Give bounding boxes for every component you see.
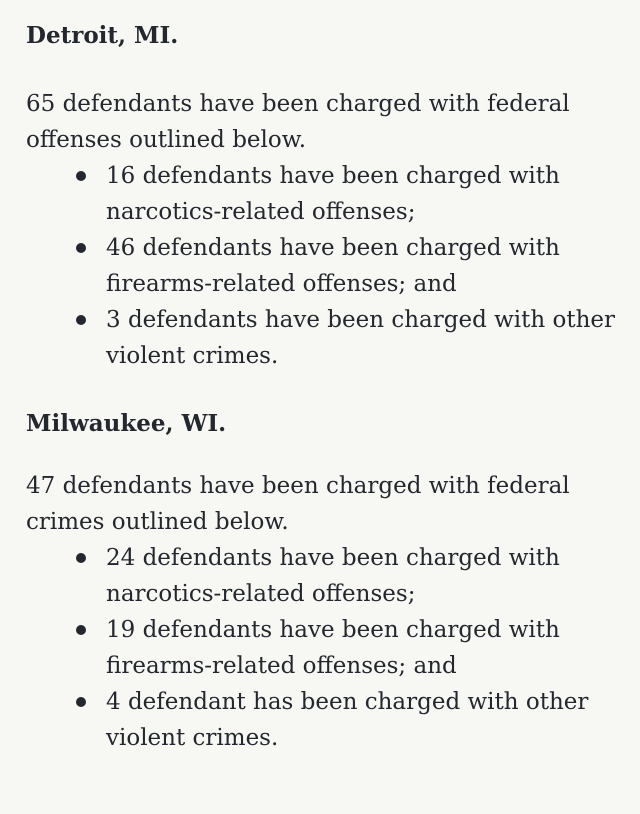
list-item: 3 defendants have been charged with other violent crimes. bbox=[106, 302, 618, 374]
charges-list bbox=[26, 540, 618, 756]
section-detroit bbox=[26, 20, 618, 374]
article-body bbox=[0, 20, 640, 814]
section-milwaukee bbox=[26, 408, 618, 756]
charges-list bbox=[26, 158, 618, 374]
section-intro-paragraph: 65 defendants have been charged with federal offenses outlined below. bbox=[26, 91, 570, 153]
list-item: 4 defendant has been charged with other violent crimes. bbox=[106, 684, 618, 756]
list-item: 24 defendants have been charged with narcotics-related offenses; bbox=[106, 540, 618, 612]
list-item: 46 defendants have been charged with firearms-related offenses; and bbox=[106, 230, 618, 302]
list-item: 19 defendants have been charged with firearms-related offenses; and bbox=[106, 612, 618, 684]
section-heading: Milwaukee, WI. bbox=[26, 410, 227, 437]
section-intro-paragraph: 47 defendants have been charged with federal crimes outlined below. bbox=[26, 473, 570, 535]
list-item: 16 defendants have been charged with narcotics-related offenses; bbox=[106, 158, 618, 230]
section-heading: Detroit, MI. bbox=[26, 22, 179, 49]
